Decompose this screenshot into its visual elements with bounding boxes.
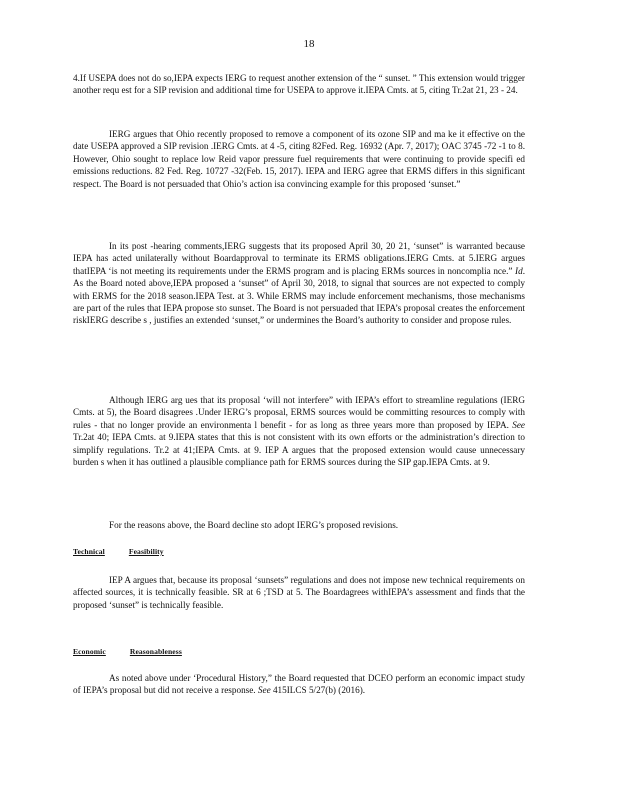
paragraph-post-hearing-text: In its post -hearing comments,IERG suggests that its proposed April 30, 20 21, ‘sunset” is warranted because IEPA has acted unilaterally without Boardapproval to terminate its ERMS obligations.IERG Cmts. at 5.IERG argues thatIEPA ‘is not meeting its requirements under the ERMS program and is placing ERMs sources in noncomplia nce.” [73,241,525,276]
heading-feasibility-word: Feasibility [128,547,164,556]
paragraph-economic-rest: 415ILCS 5/27(b) (2016). [270,685,366,696]
heading-technical-word: Technical [73,547,105,556]
paragraph-economic-text: As noted above under ‘Procedural History,” the Board requested that DCEO perform an economic impact study of IEPA’s proposal but did not receive a response. [73,673,525,696]
paragraph-conclusion: For the reasons above, the Board decline sto adopt IERG’s proposed revisions. [109,520,399,530]
heading-technical-feasibility [73,547,188,556]
paragraph-footnote-4: 4.If USEPA does not do so,IEPA expects IERG to request another extension of the “ sunset. ” This extension would trigger another requ est for a SIP revision and additional time for USEPA to approve it.IEPA Cmts. at 5, citing Tr.2at 21, 23 - 24. [73,73,525,96]
paragraph-streamline-rest: Tr.2at 40; IEPA Cmts. at 9.IEPA states that this is not consistent with its own efforts or the administration’s direction to simplify regulations. Tr.2 at 41;IEPA Cmts. at 9. IEP A argues that the proposed extension would cause unnecessary burden s when it has outlined a plausible compliance path for ERMS sources during the SIP gap.IEPA Cmts. at 9. [73,432,525,468]
see-citation-2: See [257,685,271,696]
paragraph-streamline-text: Although IERG arg ues that its proposal ‘will not interfere” with IEPA’s effort to streamline regulations (IERG Cmts. at 5), the Board disagrees .Under IERG’s proposal, ERMS sources would be committing resources to comply with rules - that no longer provide an environmenta l benefit - for as long as three years more than proposed by IEPA. [73,395,525,430]
paragraph-technical-feasibility: IEP A argues that, because its proposal ‘sunsets” regulations and does not impose new technical requirements on affected sources, it is technically feasible. SR at 6 ;TSD at 5. The Boardagrees withIEPA’s assessment and finds that the proposed ‘sunset” is technically feasible. [73,575,525,610]
heading-reasonableness-word: Reasonableness [129,647,182,656]
see-citation: See [512,419,526,430]
paragraph-streamline-regulations [73,394,525,468]
paragraph-economic-reasonableness [73,672,525,697]
heading-economic-word: Economic [73,647,106,656]
paragraph-ohio-comparison: IERG argues that Ohio recently proposed to remove a component of its ozone SIP and ma ke it effective on the date USEPA approved a SIP revision .IERG Cmts. at 4 -5, citing 82Fed. Reg. 16932 (Apr. 7, 2017); OAC 3745 -72 -1 to 8. However, Ohio sought to replace low Reid vapor pressure fuel requirements that were continuing to provide specifi ed emissions reductions. 82 Fed. Reg. 10727 -32(Feb. 15, 2017). IEPA and IERG agree that ERMS differs in this significant respect. The Board is not persuaded that Ohio’s action isa convincing example for this proposed ‘sunset.” [73,129,525,189]
paragraph-post-hearing-rest: . As the Board noted above,IEPA proposed a ‘sunset” of April 30, 2018, to signal that sources are not expected to comply with ERMS for the 2018 season.IEPA Test. at 3. While ERMS may include enforcement mechanisms, those mechanisms are part of the rules that IEPA propose sto sunset. The Board is not persuaded that IEPA’s proposal creates the enforcement riskIERG describe s , justifies an extended ‘sunset,” or undermines the Board’s authority to consider and propose rules. [73,265,525,326]
heading-economic-reasonableness [73,647,206,656]
page-number: 18 [303,38,315,50]
paragraph-post-hearing-comments [73,240,525,327]
id-citation: Id [515,265,523,276]
